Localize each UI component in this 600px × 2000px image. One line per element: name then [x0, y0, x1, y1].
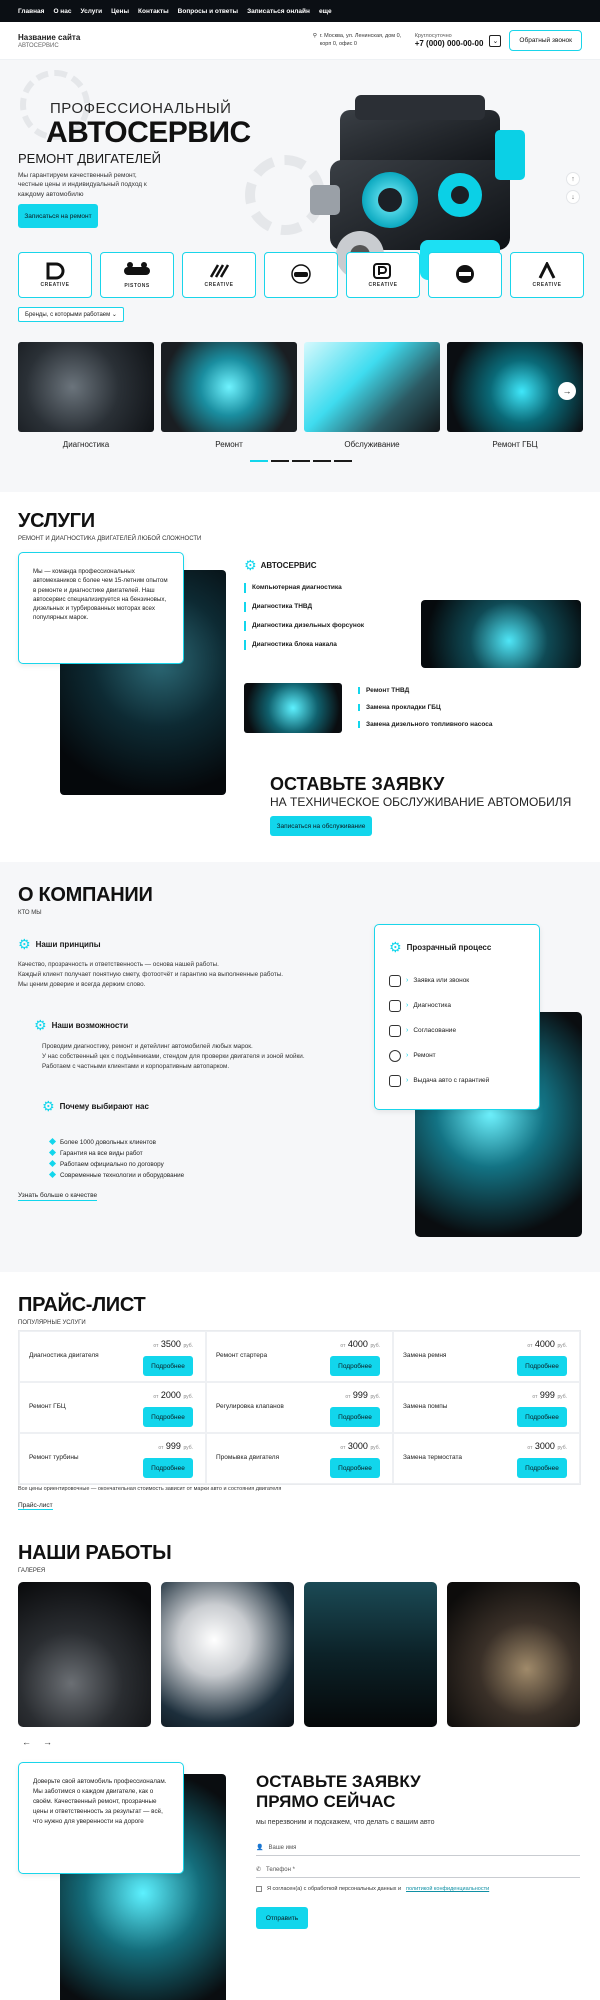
phone-field[interactable] — [256, 1862, 580, 1878]
diagnostic-icon — [389, 1000, 401, 1012]
submit-button[interactable]: Отправить — [256, 1907, 308, 1929]
service-card[interactable] — [18, 342, 154, 449]
price-more-button[interactable]: Подробнее — [517, 1407, 567, 1427]
service-card-image — [304, 342, 440, 432]
price-value: от 3500 руб. — [153, 1339, 193, 1349]
nav-contacts[interactable]: Контакты — [138, 7, 169, 15]
service-card-title: Ремонт ГБЦ — [492, 440, 538, 449]
section-subtitle: ПОПУЛЯРНЫЕ УСЛУГИ — [18, 1320, 86, 1326]
brand-label: CREATIVE — [368, 282, 398, 288]
section-subtitle: КТО МЫ — [18, 910, 42, 916]
address-text: г. Москва, ул. Ленинская, дом 0, корп 0, офис 0 — [319, 32, 402, 47]
name-field[interactable] — [256, 1840, 580, 1856]
service-item[interactable]: Замена дизельного топливного насоса — [358, 721, 493, 728]
services-list-title: АВТОСЕРВИС — [260, 561, 317, 570]
site-subtitle: АВТОСЕРВИС — [18, 42, 59, 49]
arrow-down-icon[interactable]: ↓ — [566, 190, 580, 204]
price-service-name: Промывка двигателя — [216, 1454, 280, 1461]
gear-icon: ⚙ — [389, 939, 402, 955]
privacy-policy-link[interactable]: политикой конфиденциальности — [406, 1886, 490, 1892]
hero-pre-title: ПРОФЕССИОНАЛЬНЫЙ — [50, 100, 232, 117]
principle-line: Качество, прозрачность и ответственность — основа нашей работы. — [18, 961, 219, 968]
cta-subtitle: НА ТЕХНИЧЕСКОЕ ОБСЛУЖИВАНИЕ АВТОМОБИЛЯ — [270, 795, 572, 809]
nav-services[interactable]: Услуги — [80, 7, 103, 15]
price-cell — [19, 1433, 206, 1484]
service-card-image — [18, 342, 154, 432]
gallery-image[interactable] — [447, 1582, 580, 1727]
services-section — [0, 492, 600, 862]
price-cell — [393, 1433, 580, 1484]
nav-more[interactable]: еще — [318, 7, 332, 15]
carousel-dots — [250, 460, 352, 462]
price-value: от 999 руб. — [532, 1390, 567, 1400]
price-service-name: Ремонт турбины — [29, 1454, 79, 1461]
section-subtitle: РЕМОНТ И ДИАГНОСТИКА ДВИГАТЕЛЕЙ ЛЮБОЙ СЛОЖНОСТИ — [18, 536, 202, 542]
hero-description: Мы гарантируем качественный ремонт, честные цены и индивидуальный подход к каждому автомобилю — [18, 172, 147, 198]
company-heading — [18, 884, 153, 916]
process-step: › Согласование — [389, 1018, 525, 1043]
cta-title: ОСТАВЬТЕ ЗАЯВКУ — [270, 774, 445, 794]
gallery-image[interactable] — [161, 1582, 294, 1727]
carousel-next-arrow-icon[interactable]: → — [558, 382, 576, 400]
gallery-image[interactable] — [18, 1582, 151, 1727]
form-title-line: ОСТАВЬТЕ ЗАЯВКУ — [256, 1772, 421, 1791]
price-value: от 4000 руб. — [340, 1339, 380, 1349]
services-list — [244, 557, 364, 650]
principle-text — [18, 960, 283, 990]
service-item[interactable]: Диагностика дизельных форсунок — [244, 621, 364, 631]
brand-logo[interactable] — [18, 252, 92, 298]
section-title: НАШИ РАБОТЫ — [18, 1542, 172, 1564]
price-heading — [18, 1294, 145, 1326]
consent-checkbox[interactable] — [256, 1886, 262, 1892]
price-service-name: Регулировка клапанов — [216, 1403, 284, 1410]
arrow-right-icon: › — [406, 1002, 409, 1009]
price-service-name: Замена помпы — [403, 1403, 448, 1410]
form-title-line: ПРЯМО СЕЙЧАС — [256, 1792, 396, 1812]
company-section — [0, 862, 600, 1272]
price-value: от 3000 руб. — [340, 1441, 380, 1451]
brand-label: CREATIVE — [40, 282, 70, 288]
section-title: ПРАЙС-ЛИСТ — [18, 1294, 146, 1316]
price-service-name: Ремонт ГБЦ — [29, 1403, 66, 1410]
brands-dropdown-button[interactable]: Бренды, с которыми работаем ⌄ — [18, 307, 124, 322]
service-item[interactable]: Ремонт ТНВД — [358, 687, 493, 694]
price-more-button[interactable]: Подробнее — [330, 1407, 380, 1427]
phone-icon — [389, 975, 401, 987]
principle-title: Наши принципы — [35, 940, 101, 949]
price-cell — [206, 1433, 393, 1484]
gallery-arrows — [22, 1737, 52, 1747]
works-heading — [18, 1542, 171, 1574]
trust-card: Доверьте свой автомобиль профессионалам. Мы заботимся о каждом двигателе, как о своём. Качественный ремонт, прозрачные цены и ответственность за результат — всё, что нужно для уверенности на дороге — [18, 1762, 184, 1874]
process-step: › Заявка или звонок — [389, 968, 525, 993]
price-more-button[interactable]: Подробнее — [517, 1458, 567, 1478]
service-card-title: Обслуживание — [344, 440, 400, 449]
price-note: Все цены ориентировочные — окончательная стоимость зависит от марки авто и состояния двигателя — [18, 1486, 282, 1492]
carousel-dot[interactable] — [313, 460, 331, 462]
why-item: Гарантия на все виды работ — [50, 1148, 184, 1159]
about-card: Мы — команда профессиональных автомехаников с более чем 15-летним опытом в ремонте и диагностике двигателей. Наш автосервис специализируется на бензиновых, дизельных и турбированных моторах всех популярных марок. — [18, 552, 184, 664]
site-title: Название сайта — [18, 32, 81, 42]
brand-a-icon — [536, 262, 558, 280]
brand-stripes-icon — [208, 262, 230, 280]
form-subtitle: мы перезвоним и подскажем, что делать с вашим авто — [256, 1819, 435, 1826]
brand-logo[interactable] — [510, 252, 584, 298]
why-item: Современные технологии и оборудование — [50, 1170, 184, 1181]
capability-line: Проводим диагностику, ремонт и детейлинг автомобилей любых марок. — [42, 1043, 253, 1050]
process-card — [374, 924, 540, 1110]
price-list-link[interactable]: Прайс-лист — [18, 1502, 53, 1509]
agreement-icon — [389, 1025, 401, 1037]
service-item[interactable]: Замена прокладки ГБЦ — [358, 704, 493, 711]
price-more-button[interactable]: Подробнее — [330, 1458, 380, 1478]
gallery-image[interactable] — [304, 1582, 437, 1727]
why-title: Почему выбирают нас — [59, 1102, 149, 1111]
brand-label: CREATIVE — [532, 282, 562, 288]
price-service-name: Ремонт стартера — [216, 1352, 268, 1359]
form-title — [256, 1772, 421, 1813]
services-list-2 — [358, 683, 493, 728]
location-pin-icon: ⚲ — [312, 32, 317, 39]
wrench-icon — [389, 1050, 401, 1062]
works-section — [0, 1522, 600, 2000]
process-step: › Ремонт — [389, 1043, 525, 1068]
price-value: от 999 руб. — [158, 1441, 193, 1451]
price-table — [18, 1330, 581, 1485]
capabilities-title: Наши возможности — [51, 1021, 129, 1030]
nav-about[interactable]: О нас — [53, 7, 72, 15]
price-value: от 2000 руб. — [153, 1390, 193, 1400]
arrow-right-icon[interactable]: → — [43, 1737, 52, 1747]
section-subtitle: ГАЛЕРЕЯ — [18, 1568, 46, 1574]
arrow-right-icon: › — [406, 1052, 409, 1059]
hero-title: АВТОСЕРВИС — [46, 116, 251, 149]
consent-text: Я согласен(а) с обработкой персональных данных и — [267, 1886, 402, 1892]
process-heading — [389, 939, 525, 956]
phone-placeholder: Телефон * — [266, 1866, 295, 1873]
brand-label: CREATIVE — [204, 282, 234, 288]
address-block — [313, 33, 403, 48]
price-service-name: Замена термостата — [403, 1454, 462, 1461]
service-item[interactable]: Компьютерная диагностика — [244, 583, 364, 593]
price-service-name: Замена ремня — [403, 1352, 447, 1359]
services-heading — [18, 510, 201, 542]
top-nav — [0, 0, 600, 22]
nav-faq[interactable]: Вопросы и ответы — [177, 7, 239, 15]
capabilities-heading — [34, 1017, 128, 1034]
arrow-right-icon: › — [406, 1077, 409, 1084]
capability-line: У нас собственный цех с подъёмниками, стендом для проверки двигателя и зоной мойки. — [42, 1053, 305, 1061]
price-more-button[interactable]: Подробнее — [517, 1356, 567, 1376]
service-card[interactable] — [161, 342, 297, 449]
price-more-button[interactable]: Подробнее — [143, 1356, 193, 1376]
price-cell — [206, 1382, 393, 1433]
capability-line: Работаем с частными клиентами и корпоративным автопарком. — [42, 1063, 230, 1071]
service-item[interactable]: Диагностика ТНВД — [244, 602, 364, 612]
price-cell — [393, 1331, 580, 1382]
price-section — [0, 1272, 600, 1522]
nav-prices[interactable]: Цены — [111, 7, 130, 15]
price-value: от 3000 руб. — [527, 1441, 567, 1451]
arrow-right-icon: › — [406, 1027, 409, 1034]
carousel-dot[interactable] — [271, 460, 289, 462]
carousel-dot[interactable] — [250, 460, 268, 462]
round-emblem-icon — [452, 263, 478, 285]
services-carousel — [0, 332, 600, 492]
section-title: УСЛУГИ — [18, 510, 95, 532]
process-step: › Выдача авто с гарантией — [389, 1068, 525, 1093]
quality-more-link[interactable]: Узнать больше о качестве — [18, 1192, 98, 1199]
nav-home[interactable]: Главная — [18, 7, 45, 15]
nav-book-online[interactable]: Записаться онлайн — [247, 7, 310, 15]
carousel-dot[interactable] — [334, 460, 352, 462]
price-value: от 4000 руб. — [527, 1339, 567, 1349]
why-heading — [42, 1098, 149, 1115]
brand-logo[interactable] — [346, 252, 420, 298]
section-title: О КОМПАНИИ — [18, 884, 153, 906]
brand-p-icon — [372, 262, 394, 280]
brand-label: PISTONS — [124, 283, 150, 289]
brand-d-icon — [44, 262, 66, 280]
engine-small-image — [244, 683, 342, 733]
consent-row — [256, 1886, 489, 1892]
chevron-down-icon[interactable]: ⌄ — [489, 35, 501, 47]
arrow-up-icon[interactable]: ↑ — [566, 172, 580, 186]
service-card[interactable] — [304, 342, 440, 449]
site-header — [0, 22, 600, 60]
price-more-button[interactable]: Подробнее — [143, 1458, 193, 1478]
principle-line: Каждый клиент получает понятную смету, фотоотчёт и гарантию на выполненные работы. — [18, 971, 284, 979]
phone-block[interactable] — [415, 33, 484, 48]
price-value: от 999 руб. — [345, 1390, 380, 1400]
carousel-cards — [18, 342, 583, 449]
pistons-logo-icon — [122, 261, 152, 281]
price-cell — [19, 1382, 206, 1433]
price-cell — [206, 1331, 393, 1382]
phone-number[interactable]: +7 (000) 000-00-00 — [414, 39, 484, 48]
service-card-image — [161, 342, 297, 432]
name-placeholder: Ваше имя — [268, 1844, 297, 1851]
document-icon — [389, 1075, 401, 1087]
site-brand[interactable] — [18, 33, 80, 49]
why-item: Работаем официально по договору — [50, 1159, 184, 1170]
brands-button-label: Бренды, с которыми работаем — [25, 312, 111, 318]
gear-icon: ⚙ — [42, 1098, 55, 1114]
user-icon: 👤 — [256, 1845, 264, 1851]
service-card-title: Ремонт — [215, 440, 243, 449]
why-item: Более 1000 довольных клиентов — [50, 1137, 184, 1148]
price-cell — [19, 1331, 206, 1382]
why-list — [50, 1137, 184, 1181]
arrow-right-icon: › — [406, 977, 409, 984]
gallery — [18, 1582, 580, 1727]
book-repair-button[interactable]: Записаться на ремонт — [18, 204, 98, 228]
service-card-title: Диагностика — [62, 440, 110, 449]
brand-logo[interactable] — [100, 252, 174, 298]
process-step: › Диагностика — [389, 993, 525, 1018]
callback-button[interactable]: Обратный звонок — [509, 30, 582, 51]
car-image — [421, 600, 581, 668]
price-more-button[interactable]: Подробнее — [143, 1407, 193, 1427]
brands-row — [18, 252, 584, 298]
gear-icon: ⚙ — [18, 936, 31, 952]
brand-logo[interactable] — [182, 252, 256, 298]
service-item[interactable]: Диагностика блока накала — [244, 640, 364, 650]
brand-logo[interactable] — [264, 252, 338, 298]
book-service-button[interactable]: Записаться на обслуживание — [270, 816, 372, 836]
brand-logo[interactable] — [428, 252, 502, 298]
phone-icon: ✆ — [256, 1867, 262, 1873]
carousel-dot[interactable] — [292, 460, 310, 462]
phone-label: Круглосуточно — [414, 33, 452, 39]
price-more-button[interactable]: Подробнее — [330, 1356, 380, 1376]
hero-subtitle: РЕМОНТ ДВИГАТЕЛЕЙ — [18, 151, 162, 166]
price-cell — [393, 1382, 580, 1433]
process-title: Прозрачный процесс — [406, 943, 492, 952]
services-list-head — [244, 557, 364, 574]
principle-line: Мы ценим доверие и всегда держим слово. — [18, 981, 146, 989]
gear-icon: ⚙ — [244, 557, 257, 573]
car-emblem-icon — [288, 263, 314, 285]
gear-icon: ⚙ — [34, 1017, 47, 1033]
principle-heading — [18, 936, 101, 953]
price-service-name: Диагностика двигателя — [29, 1352, 99, 1359]
capabilities-text — [42, 1042, 305, 1072]
arrow-left-icon[interactable]: ← — [22, 1737, 31, 1747]
